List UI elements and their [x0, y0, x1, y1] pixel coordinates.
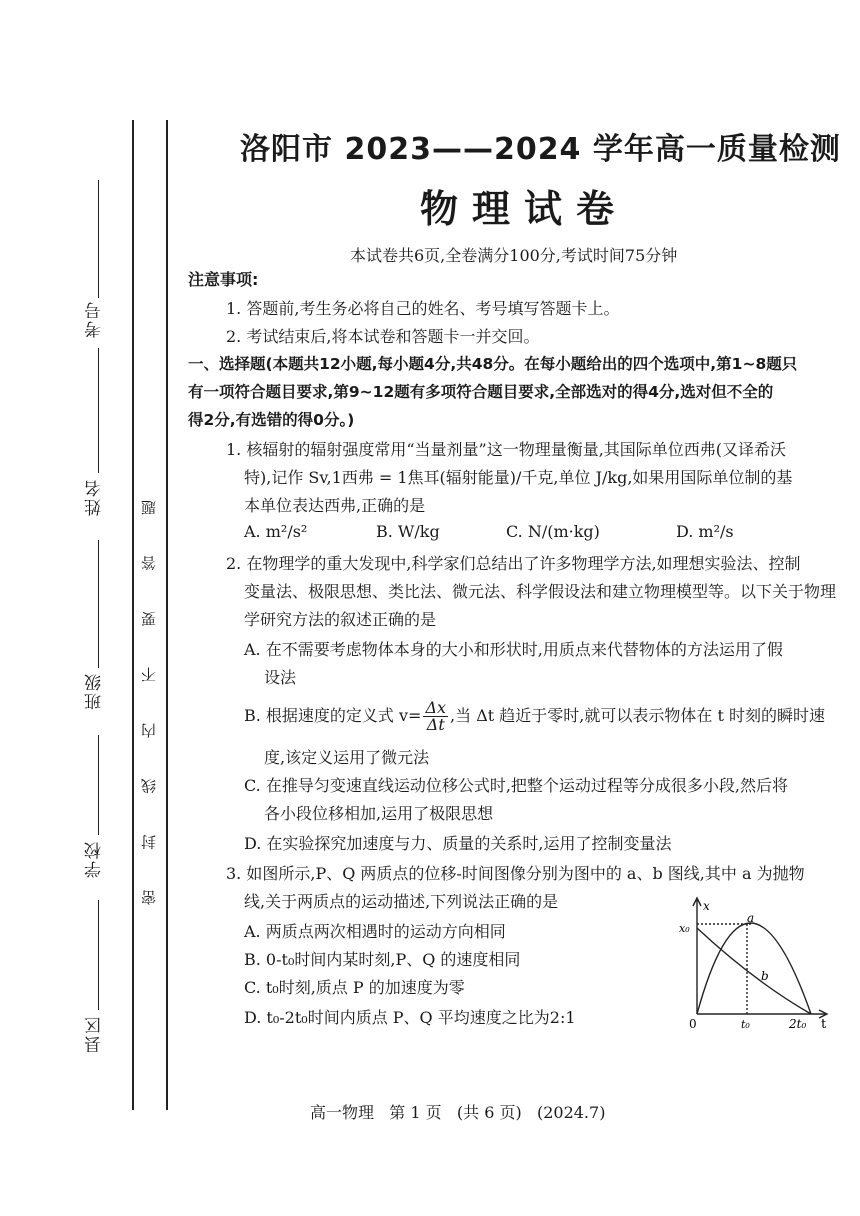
origin-label: 0: [689, 1017, 697, 1031]
fraction-numerator: Δx: [425, 698, 447, 717]
seal-line-text: 密 封 线 内 不 要 答 题: [140, 482, 158, 906]
question-1-line: 特),记作 Sv,1西弗 = 1焦耳(辐射能量)/千克,单位 J/kg,如果用国际单位制的基: [244, 468, 793, 487]
t0-label: t₀: [741, 1018, 750, 1031]
fraction-denominator: Δt: [426, 715, 445, 734]
q2-option-b-post: ,当 Δt 趋近于零时,就可以表示物体在 t 时刻的瞬时速: [450, 706, 825, 725]
q2-option-c: C. 在推导匀变速直线运动位移公式时,把整个运动过程等分成很多小段,然后将: [244, 776, 789, 795]
curve-b-label: b: [761, 969, 769, 983]
curve-a-label: a: [747, 911, 755, 925]
binding-line-inner: [166, 120, 168, 1110]
question-1-line: 本单位表达西弗,正确的是: [244, 496, 426, 515]
y-axis-label: x: [703, 899, 710, 913]
q1-option-a: A. m²/s²: [244, 522, 308, 541]
2t0-label: 2t₀: [789, 1017, 807, 1031]
velocity-fraction: [423, 700, 448, 733]
q3-option-a: A. 两质点两次相遇时的运动方向相同: [244, 922, 506, 941]
exam-no-underline: [98, 180, 99, 298]
district-label: 县区: [85, 1015, 105, 1053]
q2-option-b: [244, 700, 825, 733]
section-heading-line: 得2分,有选错的得0分。): [188, 411, 355, 429]
q2-option-c-cont: 各小段位移相加,运用了极限思想: [264, 804, 494, 823]
section-heading-line: 有一项符合题目要求,第9~12题有多项符合题目要求,全部选对的得4分,选对但不全的: [188, 383, 774, 401]
q2-option-d: D. 在实验探究加速度与力、质量的关系时,运用了控制变量法: [244, 834, 672, 853]
binding-line-outer: [132, 120, 134, 1110]
exam-no-label: 考号: [85, 300, 105, 338]
question-3-line: 线,关于两质点的运动描述,下列说法正确的是: [244, 892, 559, 911]
class-label: 班级: [85, 672, 105, 710]
section-heading-line: 一、选择题(本题共12小题,每小题4分,共48分。在每小题给出的四个选项中,第1~8题只: [188, 355, 798, 373]
page-footer: 高一物理 第 1 页 (共 6 页) (2024.7): [310, 1103, 606, 1122]
exam-info: 本试卷共6页,全卷满分100分,考试时间75分钟: [350, 246, 678, 265]
q1-option-c: C. N/(m·kg): [506, 522, 600, 541]
q2-option-b-cont: 度,该定义运用了微元法: [264, 748, 430, 767]
q2-option-a-cont: 设法: [264, 668, 297, 687]
question-2-line: 2. 在物理学的重大发现中,科学家们总结出了许多物理学方法,如理想实验法、控制: [226, 554, 801, 573]
question-2-line: 变量法、极限思想、类比法、微元法、科学假设法和建立物理模型等。以下关于物理: [244, 582, 837, 601]
subject-title: 物理试卷: [420, 187, 629, 231]
note-item: 1. 答题前,考生务必将自己的姓名、考号填写答题卡上。: [226, 299, 620, 318]
curve-a: [697, 923, 811, 1014]
q2-option-b-pre: B. 根据速度的定义式 v=: [244, 706, 422, 725]
school-underline: [98, 735, 99, 835]
q3-option-d: D. t₀-2t₀时间内质点 P、Q 平均速度之比为2:1: [244, 1008, 576, 1027]
district-underline: [98, 900, 99, 1010]
name-underline: [98, 348, 99, 473]
question-2-line: 学研究方法的叙述正确的是: [244, 610, 437, 629]
note-item: 2. 考试结束后,将本试卷和答题卡一并交回。: [226, 327, 540, 346]
q1-option-d: D. m²/s: [676, 522, 734, 541]
x0-label: x₀: [679, 922, 690, 935]
q3-option-b: B. 0-t₀时间内某时刻,P、Q 的速度相同: [244, 950, 521, 969]
exam-title: 洛阳市 2023——2024 学年高一质量检测: [240, 132, 841, 167]
q1-option-b: B. W/kg: [376, 522, 440, 541]
q3-option-c: C. t₀时刻,质点 P 的加速度为零: [244, 978, 465, 997]
q2-option-a: A. 在不需要考虑物体本身的大小和形状时,用质点来代替物体的方法运用了假: [244, 640, 783, 659]
notes-heading: 注意事项:: [188, 270, 259, 289]
class-underline: [98, 540, 99, 668]
question-1-line: 1. 核辐射的辐射强度常用“当量剂量”这一物理量衡量,其国际单位西弗(又译希沃: [226, 440, 787, 459]
position-time-graph: [675, 892, 835, 1032]
name-label: 姓名: [85, 478, 105, 516]
x-axis-label: t: [821, 1017, 827, 1032]
school-label: 学校: [85, 840, 105, 878]
question-3-line: 3. 如图所示,P、Q 两质点的位移-时间图像分别为图中的 a、b 图线,其中 a 为抛物: [226, 864, 805, 883]
